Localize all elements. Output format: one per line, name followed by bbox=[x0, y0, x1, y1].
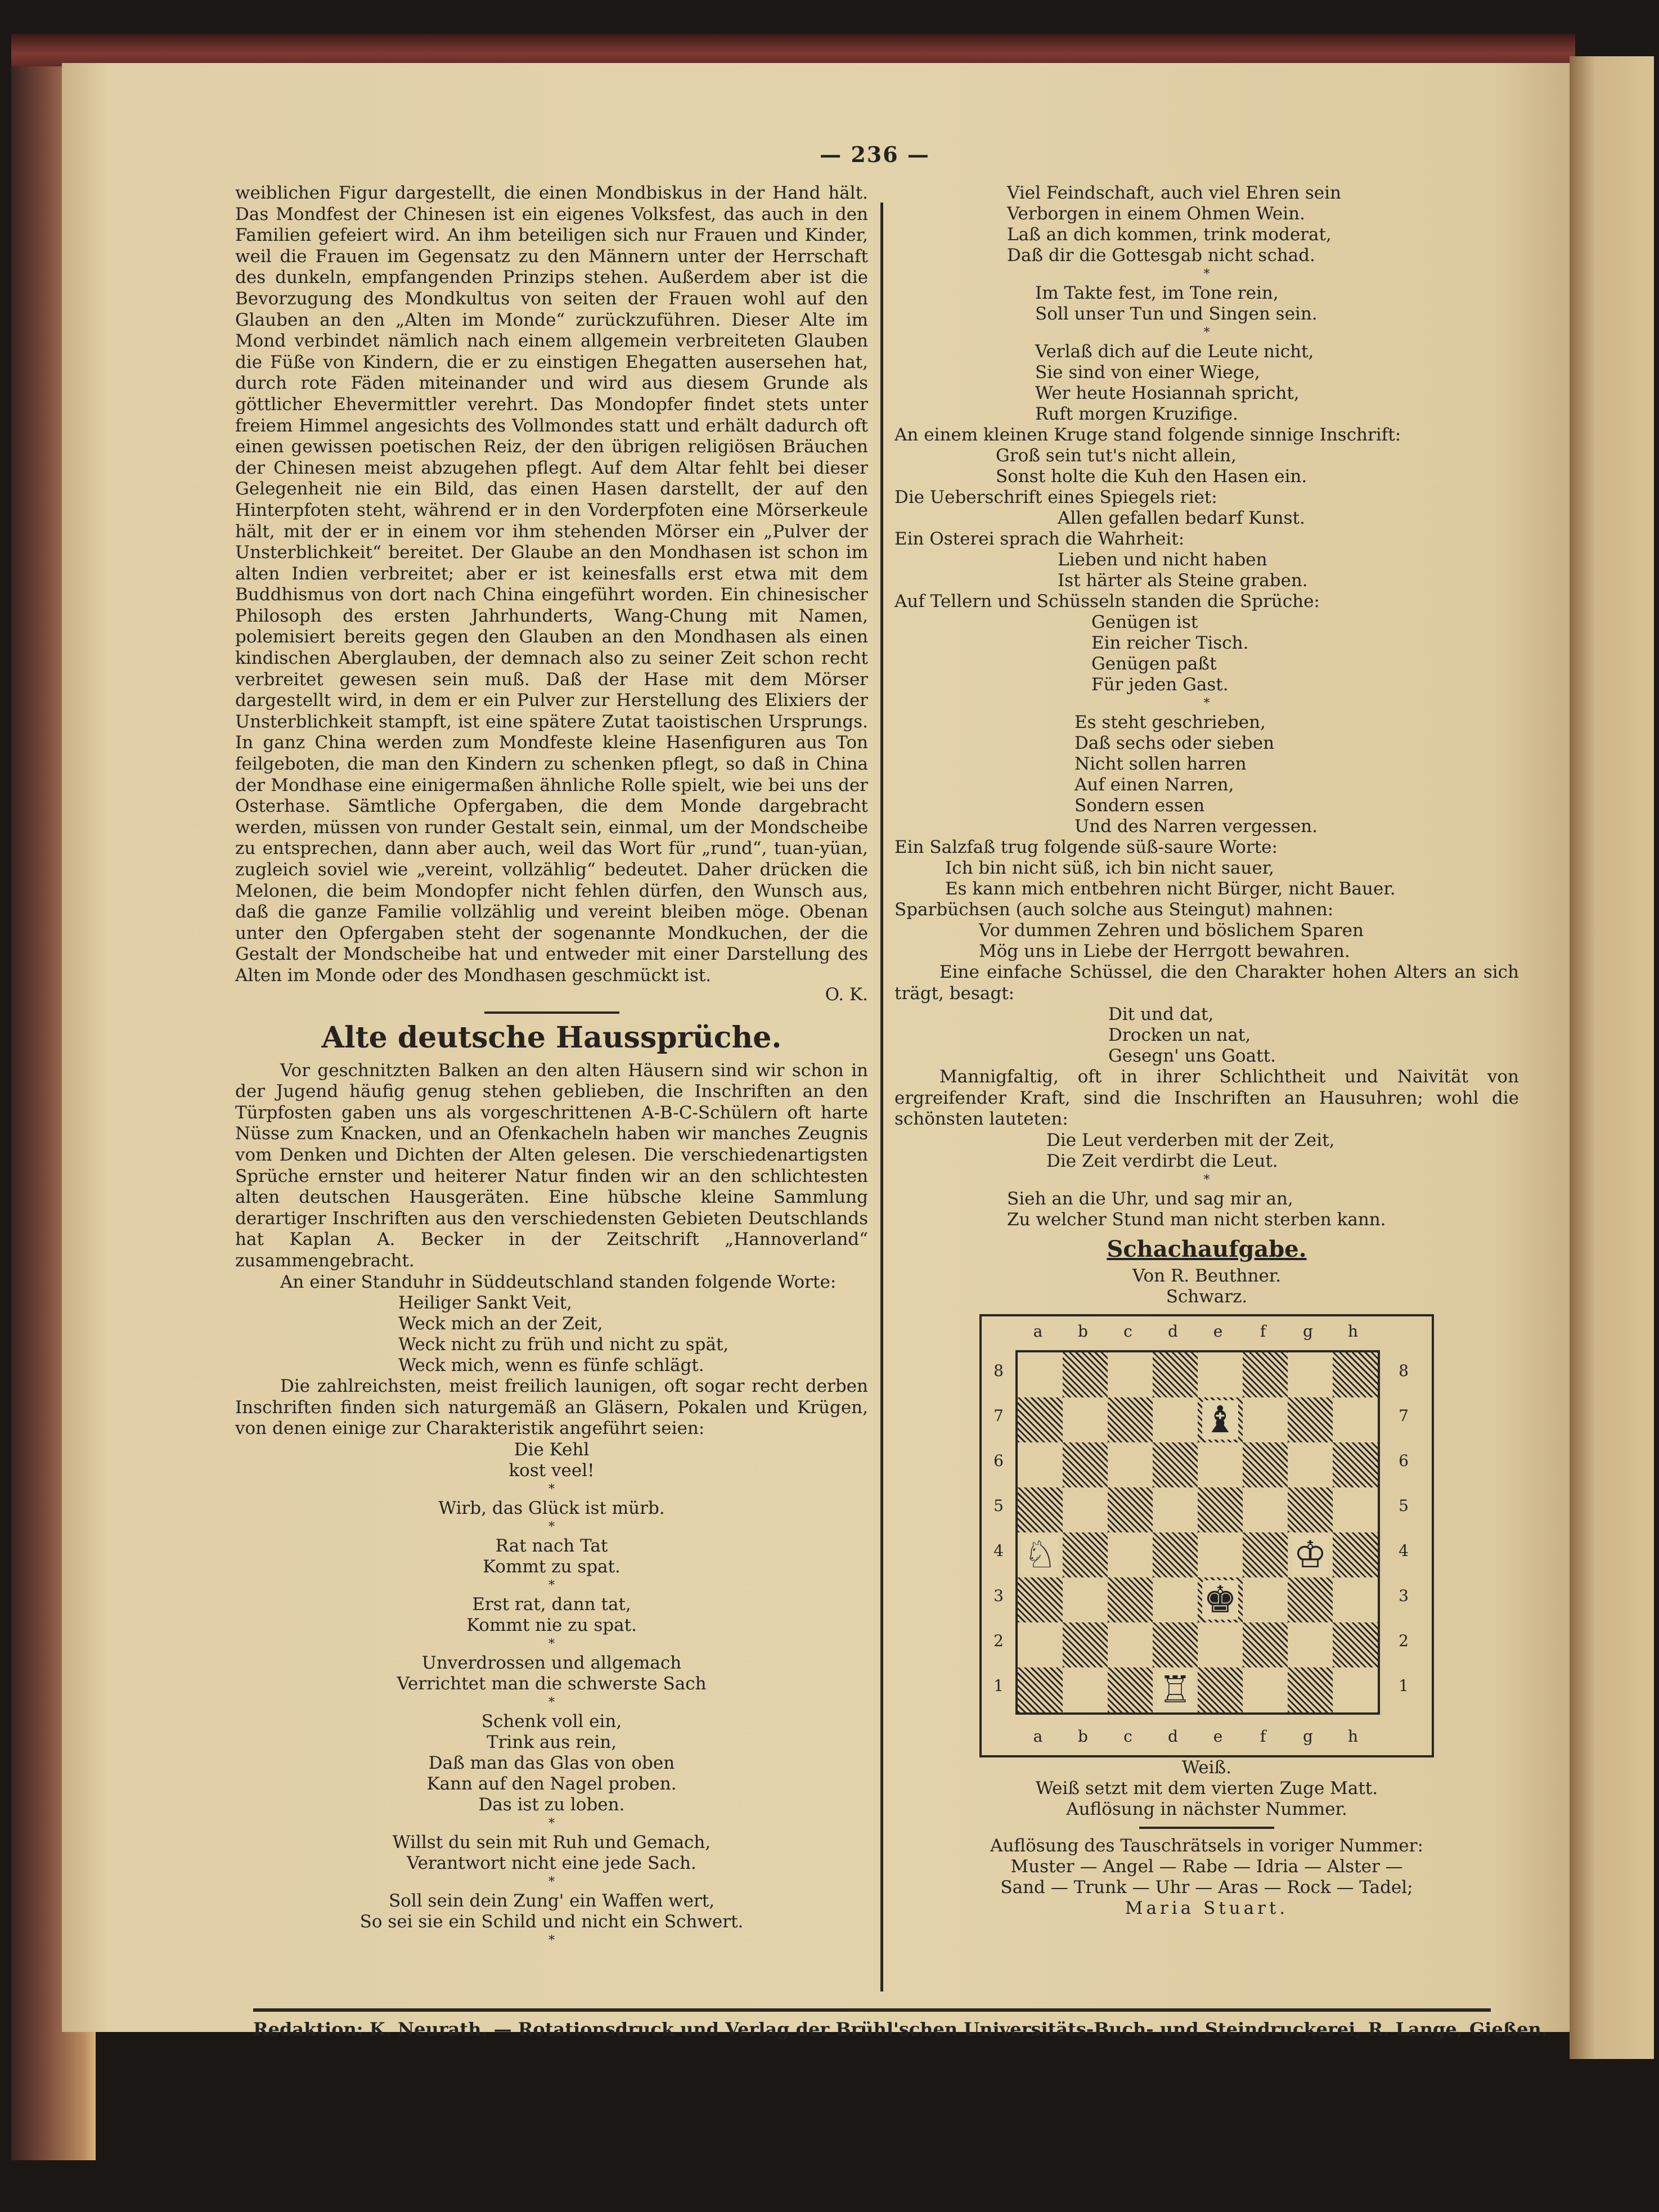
board-square bbox=[1198, 1532, 1243, 1577]
file-label: c bbox=[1123, 1727, 1132, 1746]
separator-star: * bbox=[1203, 326, 1210, 340]
adjacent-page-edge bbox=[1570, 56, 1654, 2059]
verse-line: Groß sein tut's nicht allein, bbox=[996, 446, 1237, 466]
board-square bbox=[1018, 1667, 1063, 1712]
right-column bbox=[894, 183, 1519, 1919]
board-square bbox=[1153, 1577, 1198, 1622]
rank-label: 7 bbox=[993, 1406, 1004, 1425]
krug-intro: An einem kleinen Kruge stand folgende sinnige Inschrift: bbox=[894, 425, 1401, 445]
board-square bbox=[1153, 1532, 1198, 1577]
verse-line: Zu welcher Stund man nicht sterben kann. bbox=[1007, 1209, 1386, 1230]
verse-line: So sei sie ein Schild und nicht ein Schwert. bbox=[359, 1911, 744, 1932]
rank-label: 1 bbox=[1399, 1676, 1409, 1695]
verse-line: Im Takte fest, im Tone rein, bbox=[1035, 283, 1279, 303]
board-square bbox=[1108, 1622, 1153, 1667]
board-square bbox=[1063, 1532, 1108, 1577]
file-label: e bbox=[1213, 1727, 1223, 1746]
intro-signature: O. K. bbox=[825, 984, 868, 1005]
board-square bbox=[1243, 1487, 1288, 1532]
verse-line: Ein reicher Tisch. bbox=[1091, 633, 1249, 653]
rank-label: 3 bbox=[1399, 1586, 1409, 1605]
verse-block bbox=[1108, 1004, 1519, 1067]
verse-line: Trink aus rein, bbox=[486, 1732, 617, 1752]
chess-black-label: Schwarz. bbox=[1166, 1286, 1248, 1307]
verse-block bbox=[979, 920, 1519, 962]
board-square bbox=[1018, 1487, 1063, 1532]
verse-line: Kann auf den Nagel proben. bbox=[426, 1773, 677, 1794]
verse-block bbox=[235, 1891, 868, 1932]
rank-label: 6 bbox=[1399, 1451, 1409, 1470]
file-label: g bbox=[1303, 1727, 1313, 1746]
board-square bbox=[1243, 1577, 1288, 1622]
verse-line: Sonst holte die Kuh den Hasen ein. bbox=[996, 466, 1307, 487]
board-square bbox=[1333, 1532, 1378, 1577]
verse-line: Rat nach Tat bbox=[495, 1535, 608, 1556]
verse-line: Die Leut verderben mit der Zeit, bbox=[1046, 1130, 1335, 1150]
verse-line: Kommt nie zu spat. bbox=[466, 1615, 637, 1635]
article-paragraph: Vor geschnitzten Balken an den alten Häusern sind wir schon in der Jugend häufig genug stehen geblieben, die Inschriften an den Türpfosten gaben uns als vorgeschrittenen A-B-C-Schülern oft harte Nüsse zum Knacken, und an Ofenkacheln haben wir manches Zeugnis vom Denken und Dichten der Alten gelesen. Die verschiedenartigsten Sprüche ernster und heiterer Natur finden wir an den schlichtesten alten deutschen Hausgeräten. Eine hübsche kleine Sammlung derartiger Inschriften aus den verschiedensten Gebieten Deutschlands hat Kaplan A. Becker in der Zeitschrift „Hannoverland“ zusammengebracht. bbox=[235, 1060, 868, 1271]
verse-block bbox=[1058, 550, 1519, 591]
rank-label: 2 bbox=[1399, 1631, 1409, 1650]
separator-star: * bbox=[548, 1578, 555, 1593]
board-square bbox=[1198, 1397, 1243, 1442]
board-square bbox=[1288, 1667, 1333, 1712]
verse-block bbox=[1058, 508, 1519, 529]
board-square bbox=[1108, 1487, 1153, 1532]
standuhr-verse bbox=[398, 1293, 868, 1376]
separator-star: * bbox=[548, 1695, 555, 1710]
puzzle-solution-title: Auflösung des Tauschrätsels in voriger Nummer: bbox=[990, 1835, 1423, 1856]
board-square bbox=[1198, 1442, 1243, 1487]
separator-star: * bbox=[548, 1636, 555, 1651]
verse-line: Erst rat, dann tat, bbox=[472, 1594, 631, 1615]
salzfass-intro: Ein Salzfaß trug folgende süß-saure Worte: bbox=[894, 837, 1278, 857]
white-rook-icon: ♖ bbox=[1158, 1667, 1192, 1711]
verse-line: Sie sind von einer Wiege, bbox=[1035, 362, 1260, 383]
black-bishop-icon: ♝ bbox=[1203, 1397, 1237, 1441]
verse-block bbox=[235, 1498, 868, 1519]
board-square bbox=[1198, 1667, 1243, 1712]
file-label: e bbox=[1213, 1321, 1223, 1341]
board-square bbox=[1288, 1622, 1333, 1667]
verse-line: Und des Narren vergessen. bbox=[1074, 816, 1318, 837]
verse-block bbox=[235, 1653, 868, 1694]
file-label: b bbox=[1078, 1727, 1088, 1746]
puzzle-solution-line: Muster — Angel — Rabe — Idria — Alster — bbox=[1010, 1856, 1403, 1877]
verse-block bbox=[1074, 712, 1519, 837]
board-square bbox=[1333, 1487, 1378, 1532]
verse-block bbox=[235, 1832, 868, 1874]
column-divider bbox=[880, 203, 883, 1991]
verse-block bbox=[945, 858, 1519, 900]
verse-line: Laß an dich kommen, trink moderat, bbox=[1007, 224, 1332, 245]
board-square bbox=[1243, 1667, 1288, 1712]
verse-line: Unverdrossen und allgemach bbox=[421, 1652, 682, 1673]
verse-block bbox=[235, 1594, 868, 1636]
board-square bbox=[1288, 1532, 1333, 1577]
file-label: f bbox=[1260, 1321, 1266, 1341]
footer-rule bbox=[253, 2008, 1491, 2012]
verse-line: Es steht geschrieben, bbox=[1074, 712, 1266, 732]
verse-block bbox=[1007, 183, 1519, 266]
rank-label: 1 bbox=[993, 1676, 1004, 1695]
board-square bbox=[1243, 1352, 1288, 1397]
verse-line: Kommt zu spat. bbox=[483, 1556, 621, 1577]
rank-label: 3 bbox=[993, 1586, 1004, 1605]
verse-line: Daß man das Glas von oben bbox=[428, 1752, 675, 1773]
verse-line: Heiliger Sankt Veit, bbox=[398, 1293, 572, 1314]
separator-star: * bbox=[548, 1874, 555, 1889]
board-square bbox=[1018, 1622, 1063, 1667]
board-square bbox=[1153, 1352, 1198, 1397]
standuhr-intro: An einer Standuhr in Süddeutschland standen folgende Worte: bbox=[280, 1271, 837, 1292]
verse-line: Weck mich an der Zeit, bbox=[398, 1314, 603, 1334]
glaeser-intro: Die zahlreichsten, meist freilich launigen, oft sogar recht derben Inschriften finden sich naturgemäß an Gläsern, Pokalen und Krügen, von denen einige zur Charakteristik angeführt seien: bbox=[235, 1376, 868, 1439]
separator-star: * bbox=[548, 1933, 555, 1948]
file-labels-top bbox=[982, 1322, 1432, 1345]
verse-line: Das ist zu loben. bbox=[478, 1794, 625, 1815]
verse-line: Für jeden Gast. bbox=[1091, 675, 1229, 695]
board-square bbox=[1108, 1532, 1153, 1577]
chess-solution-note: Auflösung in nächster Nummer. bbox=[1066, 1799, 1347, 1819]
board-square bbox=[1333, 1397, 1378, 1442]
rank-label: 4 bbox=[1399, 1541, 1409, 1560]
verse-line: Ist härter als Steine graben. bbox=[1058, 570, 1308, 591]
board-square bbox=[1243, 1397, 1288, 1442]
board-square bbox=[1243, 1622, 1288, 1667]
verse-block bbox=[1007, 1189, 1519, 1230]
verse-line: Verantwort nicht eine jede Sach. bbox=[407, 1853, 696, 1873]
intro-paragraph: weiblichen Figur dargestellt, die einen Mondbiskus in der Hand hält. Das Mondfest der Chinesen ist ein eigenes Volksfest, das auch in den Familien gefeiert wird. An ihm beteiligen sich nur Frauen und Kinder, weil die Frauen im Gegensatz zu den Männern unter der Herrschaft des dunkeln, empfangenden Prinzips stehen. Außerdem aber ist die Bevorzugung des Mondkultus von seiten der Frauen wohl auf den Glauben an den „Alten im Monde“ zurückzuführen. Dieser Alte im Mond verbindet nämlich nach einem allgemein verbreiteten Glauben die Füße von Kindern, die er zu einstigen Ehegatten ausersehen hat, durch rote Fäden miteinander und wird aus diesem Grunde als göttlicher Ehevermittler verehrt. Das Mondopfer findet stets unter freiem Himmel angesichts des Vollmondes statt und erhält dadurch oft einen gewissen poetischen Reiz, der den übrigen religiösen Bräuchen der Chinesen meist abzugehen pflegt. Auf dem Altar fehlt bei dieser Gelegenheit nie ein Bild, das einen Hasen darstellt, der auf den Hinterpfoten steht, während er in den Vorderpfoten eine Mörserkeule hält, mit der er in einem vor ihm stehenden Mörser ein „Pulver der Unsterblichkeit“ bereitet. Der Glaube an den Mondhasen ist schon im alten Indien verbreitet; aber er ist keinesfalls erst etwa mit dem Buddhismus von dort nach China eingeführt worden. Ein chinesischer Philosoph des ersten Jahrhunderts, Wang-Chung mit Namen, polemisiert bereits gegen den Glauben an den Mondhasen als einen kindischen Aberglauben, der demnach also zu seiner Zeit schon recht verbreitet gewesen sein muß. Daß der Hase mit dem Mörser dargestellt wird, in dem er ein Pulver zur Herstellung des Elixiers der Unsterblichkeit stampft, ist eine spätere Zutat taoistischen Ursprungs. In ganz China werden zum Mondfeste kleine Hasenfiguren aus Ton feilgeboten, die man den Kindern zu schenken pflegt, so daß in China der Mondhase eine einigermaßen ähnliche Rolle spielt, wie bei uns der Osterhase. Sämtliche Opfergaben, die dem Monde dargebracht werden, müssen von runder Gestalt sein, einmal, um der Mondscheibe zu entsprechen, dann aber auch, weil das Wort für „rund“, tuan-yüan, zugleich soviel wie „vereint, vollzählig“ bedeutet. Daher drücken die Melonen, die beim Mondopfer nicht fehlen dürfen, den Wunsch aus, daß die ganze Familie vollzählig und vereint bleiben möge. Obenan unter den Opfergaben steht der sogenannte Mondkuchen, der die Gestalt der Mondscheibe hat und entweder mit einer Darstellung des Alten im Monde oder des Mondhasen geschmückt ist. bbox=[235, 183, 868, 986]
board-square bbox=[1018, 1532, 1063, 1577]
section-divider bbox=[484, 1011, 619, 1014]
board-square bbox=[1063, 1487, 1108, 1532]
verse-line: Auf einen Narren, bbox=[1074, 775, 1234, 795]
separator-star: * bbox=[548, 1519, 555, 1534]
board-square bbox=[1198, 1487, 1243, 1532]
rank-label: 2 bbox=[993, 1631, 1004, 1650]
rank-label: 6 bbox=[993, 1451, 1004, 1470]
verse-line: Lieben und nicht haben bbox=[1058, 550, 1267, 570]
board-square bbox=[1333, 1667, 1378, 1712]
board-square bbox=[1153, 1442, 1198, 1487]
verse-line: Vor dummen Zehren und böslichem Sparen bbox=[979, 920, 1364, 941]
board-square bbox=[1198, 1622, 1243, 1667]
board-square bbox=[1108, 1667, 1153, 1712]
board-square bbox=[1288, 1442, 1333, 1487]
verse-line: Dit und dat, bbox=[1108, 1004, 1214, 1025]
verse-line: Die Kehl bbox=[514, 1439, 590, 1460]
board-square bbox=[1063, 1577, 1108, 1622]
verse-line: Drocken un nat, bbox=[1108, 1025, 1251, 1046]
board-square bbox=[1153, 1667, 1198, 1712]
verse-line: Es kann mich entbehren nicht Bürger, nicht Bauer. bbox=[945, 879, 1396, 899]
board-square bbox=[1288, 1487, 1333, 1532]
footer-imprint: Redaktion: K. Neurath. — Rotationsdruck und Verlag der Brühl'schen Universitäts-Buch- und Steindruckerei, R. Lange, Gießen. bbox=[253, 2018, 1548, 2040]
verse-block bbox=[235, 1440, 868, 1481]
verse-block bbox=[996, 446, 1519, 487]
verse-line: Verrichtet man die schwerste Sach bbox=[397, 1673, 707, 1694]
board-square bbox=[1153, 1397, 1198, 1442]
spar-intro: Sparbüchsen (auch solche aus Steingut) mahnen: bbox=[894, 900, 1334, 920]
chess-diagram bbox=[979, 1314, 1434, 1757]
separator-star: * bbox=[1203, 696, 1210, 711]
verse-line: Soll unser Tun und Singen sein. bbox=[1035, 304, 1318, 324]
chess-task: Weiß setzt mit dem vierten Zuge Matt. bbox=[1035, 1778, 1378, 1799]
file-label: h bbox=[1347, 1727, 1359, 1746]
verse-line: Daß sechs oder sieben bbox=[1074, 733, 1275, 753]
board-square bbox=[1108, 1577, 1153, 1622]
verse-line: Weck mich, wenn es fünfe schlägt. bbox=[398, 1355, 704, 1376]
board-square bbox=[1333, 1622, 1378, 1667]
verse-line: Schenk voll ein, bbox=[481, 1711, 622, 1732]
osterei-intro: Ein Osterei sprach die Wahrheit: bbox=[894, 529, 1185, 549]
board-square bbox=[1153, 1622, 1198, 1667]
left-column bbox=[235, 183, 868, 1949]
schuessel-intro: Eine einfache Schüssel, die den Charakter hohen Alters an sich trägt, besagt: bbox=[894, 962, 1519, 1004]
verse-line: Wer heute Hosiannah spricht, bbox=[1035, 383, 1300, 403]
file-label: a bbox=[1033, 1727, 1043, 1746]
verse-line: Weck nicht zu früh und nicht zu spät, bbox=[398, 1334, 729, 1355]
board-square bbox=[1063, 1442, 1108, 1487]
book-binding-top bbox=[11, 34, 1575, 66]
board-square bbox=[1108, 1397, 1153, 1442]
board-square bbox=[1018, 1397, 1063, 1442]
board-square bbox=[1288, 1352, 1333, 1397]
teller-intro: Auf Tellern und Schüsseln standen die Sprüche: bbox=[894, 591, 1320, 612]
board-square bbox=[1108, 1442, 1153, 1487]
board-square bbox=[1333, 1442, 1378, 1487]
separator-star: * bbox=[1203, 1172, 1210, 1187]
chess-title: Schachaufgabe. bbox=[1107, 1235, 1307, 1262]
section-divider bbox=[1139, 1827, 1274, 1829]
verse-block bbox=[235, 1711, 868, 1815]
board-square bbox=[1333, 1352, 1378, 1397]
verse-block bbox=[1035, 341, 1519, 425]
board-square bbox=[1243, 1532, 1288, 1577]
chess-author: Von R. Beuthner. bbox=[1132, 1265, 1282, 1286]
puzzle-solution-line: Sand — Trunk — Uhr — Aras — Rock — Tadel; bbox=[1000, 1877, 1413, 1898]
file-label: d bbox=[1168, 1727, 1178, 1746]
white-knight-icon: ♘ bbox=[1023, 1532, 1057, 1576]
file-label: b bbox=[1078, 1321, 1088, 1341]
verse-line: Sondern essen bbox=[1074, 795, 1205, 816]
board-square bbox=[1063, 1397, 1108, 1442]
verse-line: Ich bin nicht süß, ich bin nicht sauer, bbox=[945, 858, 1274, 878]
rank-label: 5 bbox=[993, 1496, 1004, 1515]
board-square bbox=[1018, 1577, 1063, 1622]
rank-label: 8 bbox=[1399, 1361, 1409, 1380]
verse-block bbox=[1035, 283, 1519, 325]
file-labels-bottom bbox=[982, 1727, 1432, 1750]
board-square bbox=[1243, 1442, 1288, 1487]
verse-line: Viel Feindschaft, auch viel Ehren sein bbox=[1007, 183, 1341, 203]
board-square bbox=[1198, 1577, 1243, 1622]
verse-line: Wirb, das Glück ist mürb. bbox=[438, 1498, 665, 1518]
verse-line: Sieh an die Uhr, und sag mir an, bbox=[1007, 1188, 1293, 1209]
verse-line: Allen gefallen bedarf Kunst. bbox=[1058, 508, 1305, 528]
verse-line: Genügen ist bbox=[1091, 612, 1198, 632]
white-king-icon: ♔ bbox=[1293, 1532, 1327, 1576]
rank-labels-right bbox=[1387, 1316, 1420, 1755]
rank-label: 4 bbox=[993, 1541, 1004, 1560]
verse-line: Soll sein dein Zung' ein Waffen wert, bbox=[388, 1890, 715, 1911]
verse-block bbox=[1046, 1130, 1519, 1172]
board-square bbox=[1018, 1442, 1063, 1487]
rank-label: 7 bbox=[1399, 1406, 1409, 1425]
spiegel-intro: Die Ueberschrift eines Spiegels riet: bbox=[894, 487, 1217, 507]
verse-line: Daß dir die Gottesgab nicht schad. bbox=[1007, 245, 1315, 266]
board-square bbox=[1063, 1352, 1108, 1397]
article-title: Alte deutsche Haussprüche. bbox=[321, 1020, 782, 1055]
verse-line: Gesegn' uns Goatt. bbox=[1108, 1046, 1276, 1067]
rank-labels-left bbox=[982, 1316, 1015, 1755]
verse-block bbox=[1091, 612, 1519, 695]
board-square bbox=[1063, 1622, 1108, 1667]
file-label: h bbox=[1347, 1321, 1359, 1341]
separator-star: * bbox=[548, 1816, 555, 1831]
verse-line: Die Zeit verdirbt die Leut. bbox=[1046, 1150, 1278, 1171]
board-square bbox=[1198, 1352, 1243, 1397]
verse-line: Verborgen in einem Ohmen Wein. bbox=[1007, 204, 1305, 224]
board-square bbox=[1288, 1577, 1333, 1622]
board-square bbox=[1288, 1397, 1333, 1442]
file-label: a bbox=[1033, 1321, 1043, 1341]
file-label: g bbox=[1303, 1321, 1313, 1341]
verse-line: Nicht sollen harren bbox=[1074, 754, 1247, 774]
board-square bbox=[1063, 1667, 1108, 1712]
separator-star: * bbox=[1203, 267, 1210, 281]
rank-label: 8 bbox=[993, 1361, 1004, 1380]
chess-board bbox=[1015, 1350, 1380, 1715]
closing-paragraph: Mannigfaltig, oft in ihrer Schlichtheit und Naivität von ergreifender Kraft, sind die Inschriften an Hausuhren; wohl die schönsten lauteten: bbox=[894, 1067, 1519, 1130]
black-king-icon: ♚ bbox=[1203, 1577, 1237, 1621]
page-number: — 236 — bbox=[820, 142, 930, 167]
board-square bbox=[1108, 1352, 1153, 1397]
verse-line: Willst du sein mit Ruh und Gemach, bbox=[392, 1832, 711, 1853]
file-label: f bbox=[1260, 1727, 1266, 1746]
verse-block bbox=[235, 1536, 868, 1577]
separator-star: * bbox=[548, 1482, 555, 1496]
verse-line: Ruft morgen Kruzifige. bbox=[1035, 404, 1238, 424]
verse-line: kost veel! bbox=[509, 1460, 595, 1481]
rank-label: 5 bbox=[1399, 1496, 1409, 1515]
board-square bbox=[1333, 1577, 1378, 1622]
verse-line: Mög uns in Liebe der Herrgott bewahren. bbox=[979, 941, 1350, 961]
board-square bbox=[1153, 1487, 1198, 1532]
file-label: d bbox=[1168, 1321, 1178, 1341]
chess-white-label: Weiß. bbox=[1181, 1757, 1232, 1778]
board-square bbox=[1018, 1352, 1063, 1397]
verse-line: Genügen paßt bbox=[1091, 654, 1217, 674]
verse-line: Verlaß dich auf die Leute nicht, bbox=[1035, 341, 1314, 362]
puzzle-solution-answer: Maria Stuart. bbox=[1125, 1898, 1289, 1918]
file-label: c bbox=[1123, 1321, 1132, 1341]
